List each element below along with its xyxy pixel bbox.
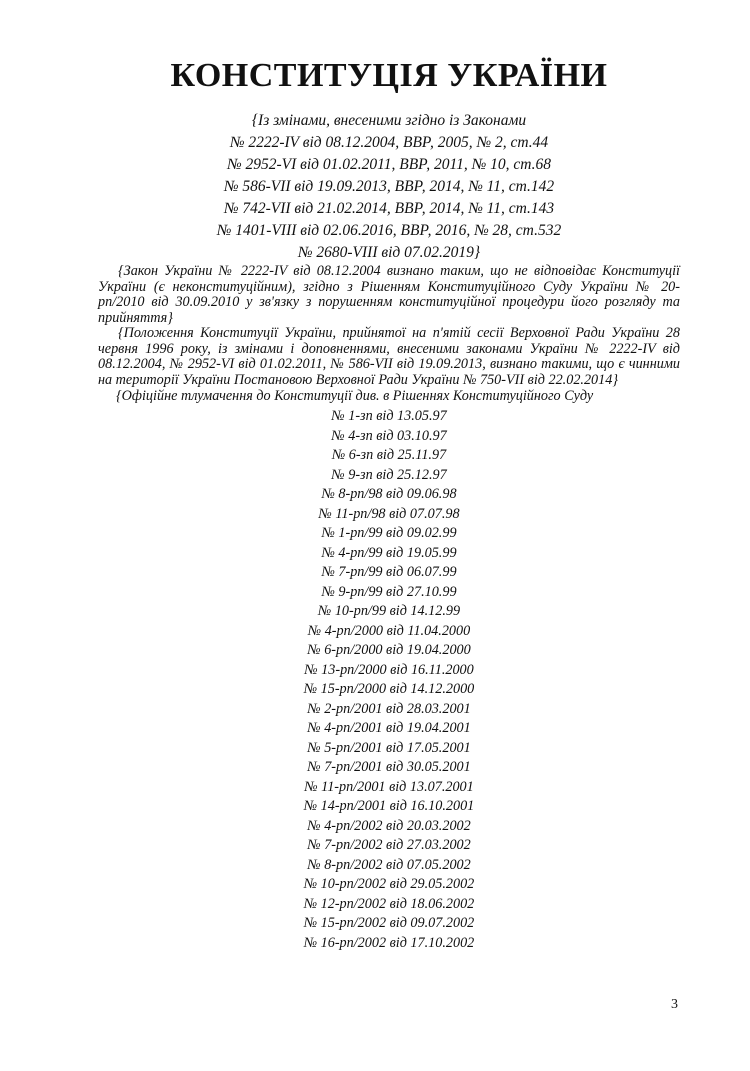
decision-item: № 4-рп/2001 від 19.04.2001 <box>307 720 471 736</box>
amendments-header: {Із змінами, внесеними згідно із Законами <box>251 112 527 129</box>
decision-item: № 8-рп/98 від 09.06.98 <box>321 486 457 502</box>
decision-item: № 12-рп/2002 від 18.06.2002 <box>303 895 475 912</box>
official-interpretation-header: {Офіційне тлумачення до Конституції див. в Рішеннях Конституційного Суду <box>116 388 594 404</box>
decision-item: № 4-рп/2002 від 20.03.2002 <box>307 817 471 834</box>
amendment-line: № 586-VII від 19.09.2013, ВВР, 2014, № 11, ст.142 <box>223 178 555 195</box>
decision-item: № 7-рп/99 від 06.07.99 <box>321 564 457 580</box>
decision-item: № 15-рп/2000 від 14.12.2000 <box>303 681 475 697</box>
decision-item: № 14-рп/2001 від 16.10.2001 <box>303 798 475 814</box>
decision-item: № 6-рп/2000 від 19.04.2000 <box>307 642 471 658</box>
decision-item: № 15-рп/2002 від 09.07.2002 <box>303 915 475 931</box>
decision-item: № 7-рп/2002 від 27.03.2002 <box>307 837 471 853</box>
court-decisions-list <box>98 407 680 953</box>
decision-item: № 7-рп/2001 від 30.05.2001 <box>307 759 471 775</box>
amendment-line: № 2680-VIII від 07.02.2019} <box>297 244 481 261</box>
note-unconstitutional: {Закон України № 2222-IV від 08.12.2004 визнано таким, що не відповідає Конституції України (є неконституційним), згідно з Рішенням Конституційного Суду України № 20-рп/2010 від 30.09.2010 у зв'язку з порушенням конституційної процедури його розгляду та прийняття} <box>98 263 680 326</box>
document-page <box>98 56 680 953</box>
decision-item: № 11-рп/2001 від 13.07.2001 <box>304 778 474 795</box>
amendment-line: № 1401-VIII від 02.06.2016, ВВР, 2016, № 28, ст.532 <box>216 222 562 239</box>
decision-item: № 6-зп від 25.11.97 <box>331 447 447 463</box>
decision-item: № 2-рп/2001 від 28.03.2001 <box>307 700 471 717</box>
decision-item: № 8-рп/2002 від 07.05.2002 <box>307 856 471 873</box>
document-title: КОНСТИТУЦІЯ УКРАЇНИ <box>170 57 608 94</box>
decision-item: № 10-рп/2002 від 29.05.2002 <box>303 876 475 892</box>
amendment-line: № 2952-VI від 01.02.2011, ВВР, 2011, № 10, ст.68 <box>226 156 552 173</box>
decision-item: № 16-рп/2002 від 17.10.2002 <box>303 934 475 951</box>
decision-item: № 9-зп від 25.12.97 <box>331 466 447 483</box>
decision-item: № 1-рп/99 від 09.02.99 <box>321 525 457 541</box>
page-number: 3 <box>671 997 678 1012</box>
decision-item: № 10-рп/99 від 14.12.99 <box>317 603 461 619</box>
decision-item: № 4-рп/2000 від 11.04.2000 <box>307 622 471 639</box>
decision-item: № 5-рп/2001 від 17.05.2001 <box>307 739 471 756</box>
decision-item: № 13-рп/2000 від 16.11.2000 <box>304 661 474 678</box>
decision-item: № 9-рп/99 від 27.10.99 <box>321 583 457 600</box>
amendments-list <box>98 132 680 264</box>
note-provisions: {Положення Конституції України, прийнятої на п'ятій сесії Верховної Ради України 28 червня 1996 року, із змінами і доповненнями, внесеними законами України № 2222-IV від 08.12.2004, № 2952-VI від 01.02.2011, № 586-VII від 19.09.2013, визнано такими, що є чинними на території України Постановою Верховної Ради України № 750-VII від 22.02.2014} <box>98 325 680 388</box>
decision-item: № 4-зп від 03.10.97 <box>331 427 447 444</box>
decision-item: № 11-рп/98 від 07.07.98 <box>318 505 460 522</box>
amendment-line: № 742-VII від 21.02.2014, ВВР, 2014, № 11, ст.143 <box>223 200 555 217</box>
decision-item: № 1-зп від 13.05.97 <box>331 408 447 424</box>
decision-item: № 4-рп/99 від 19.05.99 <box>321 544 457 561</box>
amendment-line: № 2222-IV від 08.12.2004, ВВР, 2005, № 2, ст.44 <box>229 134 549 151</box>
